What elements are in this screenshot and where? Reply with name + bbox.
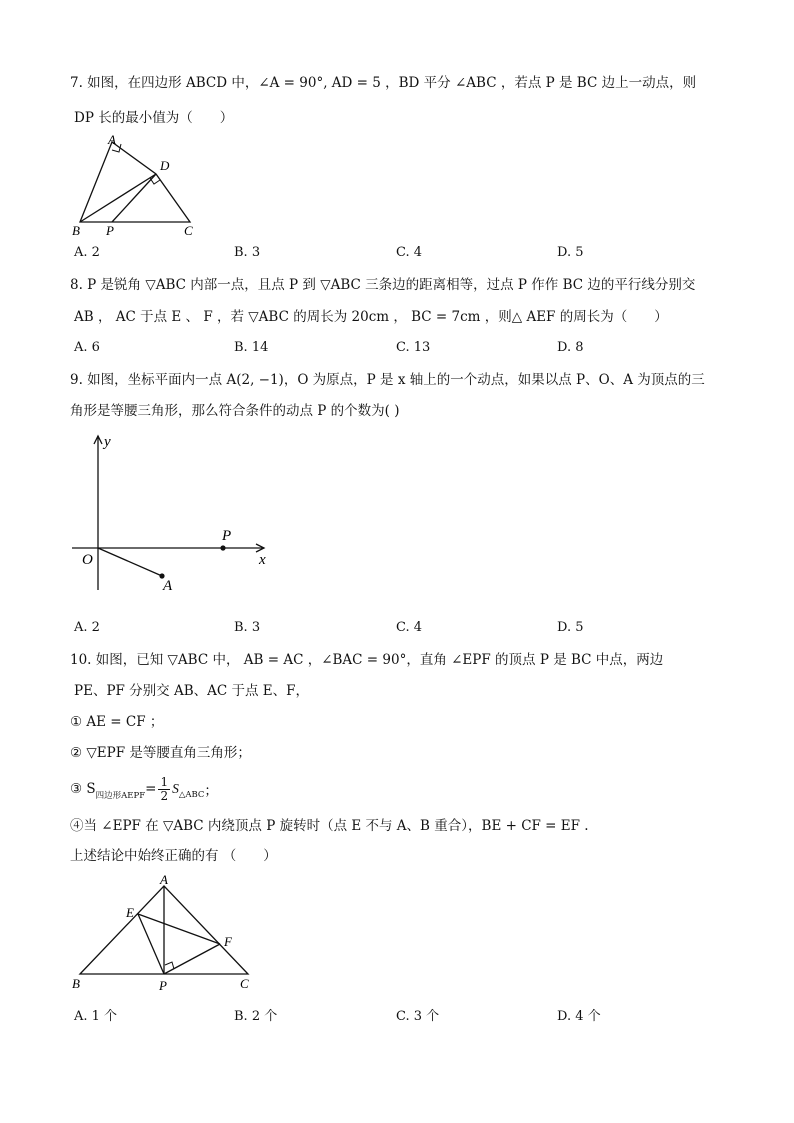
- q10-statement-1: ① AE = CF ；: [70, 714, 164, 730]
- q9-label-x: x: [259, 552, 266, 568]
- q7-label-a: A: [108, 132, 116, 147]
- q7-option-d[interactable]: D. 5: [557, 245, 584, 260]
- q10-right-angle-p: [165, 962, 174, 969]
- q9-label-p: P: [222, 528, 232, 544]
- q10-figure: [68, 872, 268, 997]
- q8-stem-line1: 8. P 是锐角 ▽ABC 内部一点，且点 P 到 ▽ABC 三条边的距离相等，过点 P 作作 BC 边的平行线分别交: [70, 277, 696, 293]
- q10-s3-fraction: [158, 776, 170, 803]
- q10-label-e: E: [126, 905, 134, 920]
- q7-option-a[interactable]: A. 2: [74, 245, 100, 260]
- q7-quadrilateral: [80, 142, 190, 222]
- q10-s3-numerator: 1: [160, 774, 169, 789]
- q10-s3-eq: =: [145, 781, 157, 797]
- q10-label-a: A: [160, 872, 168, 887]
- q9-figure: [66, 430, 286, 600]
- q10-option-b[interactable]: B. 2 个: [234, 1009, 278, 1024]
- q8-option-d[interactable]: D. 8: [557, 340, 584, 355]
- q7-option-c[interactable]: C. 4: [396, 245, 423, 260]
- q10-statement-4: ④当 ∠EPF 在 ▽ABC 内绕顶点 P 旋转时（点 E 不与 A、B 重合），BE + CF = EF .: [70, 818, 589, 834]
- q10-segment-pe: [138, 914, 164, 974]
- q10-s3-prefix: ③ S: [70, 781, 96, 797]
- q10-question: 上述结论中始终正确的有 （ ）: [70, 848, 277, 864]
- q10-label-b: B: [72, 976, 80, 991]
- q7-stem-line1: 7. 如图，在四边形 ABCD 中，∠A = 90°, AD = 5 ，BD 平分 ∠ABC ，若点 P 是 BC 边上一动点，则: [70, 75, 697, 91]
- q10-label-f: F: [224, 934, 232, 949]
- q7-label-b: B: [72, 223, 80, 238]
- q10-s3-end: ；: [204, 783, 218, 799]
- q9-label-y: y: [104, 434, 111, 450]
- q10-option-d[interactable]: D. 4 个: [557, 1009, 601, 1024]
- q10-statement-3: [70, 772, 218, 806]
- q7-stem-line2: DP 长的最小值为（ ）: [74, 110, 234, 126]
- q10-s3-sub2: △ABC: [178, 790, 205, 800]
- q9-label-o: O: [82, 552, 93, 568]
- q10-label-c: C: [240, 976, 249, 991]
- q9-option-b[interactable]: B. 3: [234, 620, 261, 635]
- q8-option-b[interactable]: B. 14: [234, 340, 269, 355]
- q10-option-a[interactable]: A. 1 个: [74, 1009, 118, 1024]
- q10-s3-sub1: 四边形AEPF: [95, 791, 146, 801]
- q7-label-c: C: [184, 223, 193, 238]
- q9-segment-oa: [98, 548, 162, 576]
- q10-option-c[interactable]: C. 3 个: [396, 1009, 440, 1024]
- q7-figure: [68, 132, 208, 242]
- q8-option-c[interactable]: C. 13: [396, 340, 431, 355]
- q7-option-b[interactable]: B. 3: [234, 245, 261, 260]
- q8-stem-line2: AB ， AC 于点 E 、 F ，若 ▽ABC 的周长为 20cm ， BC = 7cm ，则△ AEF 的周长为（ ）: [74, 309, 668, 325]
- q9-option-c[interactable]: C. 4: [396, 620, 423, 635]
- q9-stem-line2: 角形是等腰三角形，那么符合条件的动点 P 的个数为( ): [70, 403, 400, 419]
- q8-option-a[interactable]: A. 6: [74, 340, 100, 355]
- q7-label-d: D: [160, 158, 170, 173]
- q9-option-d[interactable]: D. 5: [557, 620, 584, 635]
- q10-segment-pf: [164, 944, 220, 974]
- q10-stem-line1: 10. 如图，已知 ▽ABC 中， AB = AC ，∠BAC = 90°，直角 ∠EPF 的顶点 P 是 BC 中点，两边: [70, 652, 664, 668]
- q7-label-p: P: [106, 223, 114, 238]
- q9-point-p: [220, 545, 225, 550]
- q10-stem-line2: PE、PF 分别交 AB、AC 于点 E、F，: [74, 683, 310, 699]
- q10-s3-s: S: [172, 781, 179, 796]
- q10-statement-2: ② ▽EPF 是等腰直角三角形；: [70, 745, 251, 761]
- q10-segment-ef: [138, 914, 220, 944]
- q9-option-a[interactable]: A. 2: [74, 620, 100, 635]
- q9-stem-line1: 9. 如图，坐标平面内一点 A(2, −1)，O 为原点，P 是 x 轴上的一个动点，如果以点 P、O、A 为顶点的三: [70, 372, 705, 388]
- q10-label-p: P: [159, 978, 167, 993]
- q10-s3-denominator: 2: [160, 788, 169, 803]
- q9-label-a: A: [163, 578, 173, 594]
